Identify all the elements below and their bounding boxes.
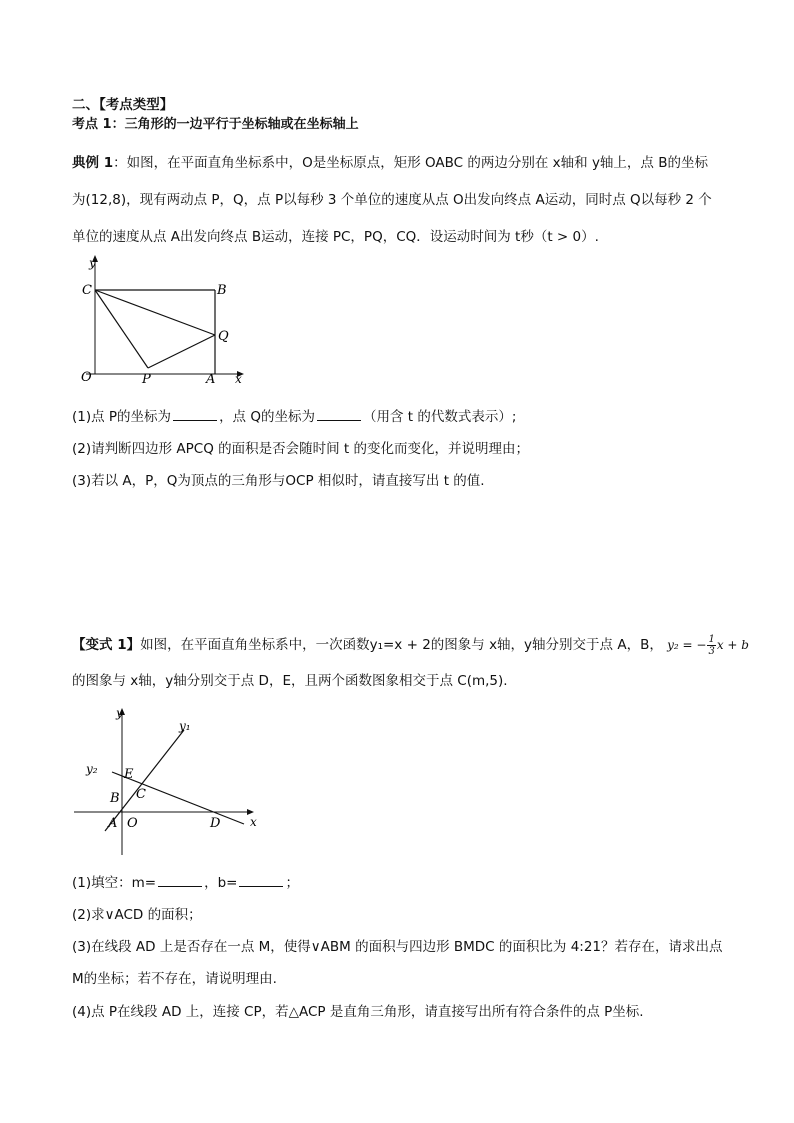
fig1-label-O: O [81, 370, 92, 385]
fig1-label-x: x [235, 372, 242, 386]
example1-line3: 单位的速度从点 A出发向终点 B运动，连接 PC，PQ，CQ．设运动时间为 t秒（t > 0）. [72, 229, 599, 245]
topic-heading: 考点 1：三角形的一边平行于坐标轴或在坐标轴上 [72, 117, 359, 132]
variant1-q4: (4)点 P在线段 AD 上，连接 CP，若△ACP 是直角三角形，请直接写出所有符合条件的点 P坐标. [72, 1004, 644, 1020]
example1-q2: (2)请判断四边形 APCQ 的面积是否会随时间 t 的变化而变化，并说明理由； [72, 441, 530, 457]
fig2-label-C: C [136, 787, 146, 802]
variant1-q3-line2: M的坐标；若不存在，请说明理由. [72, 971, 277, 987]
example1-q3: (3)若以 A，P，Q为顶点的三角形与OCP 相似时，请直接写出 t 的值. [72, 473, 485, 489]
example1-line1 [72, 154, 708, 172]
fig2-label-D: D [210, 816, 221, 831]
figure2-linear-functions-diagram [72, 700, 272, 860]
variant1-line1: 【变式 1】如图，在平面直角坐标系中，一次函数y₁=x + 2的图象与 x轴，y轴分别交于点 A，B， y₂ = − $\frac{1}{3}$ x + b [72, 634, 749, 657]
fig2-label-y: y [116, 706, 123, 720]
fig2-label-x: x [250, 815, 257, 829]
answer-blank [239, 874, 283, 887]
fig2-label-E: E [124, 767, 134, 782]
variant1-line2: 的图象与 x轴，y轴分别交于点 D，E，且两个函数图象相交于点 C(m,5). [72, 673, 508, 689]
fig1-label-y: y [89, 256, 96, 270]
fig2-label-O: O [127, 816, 138, 831]
example1-label: 典例 1 [72, 155, 114, 171]
answer-blank [158, 874, 202, 887]
fig1-label-A: A [206, 372, 216, 387]
figure1-rectangle-diagram [72, 252, 262, 392]
variant1-q1: (1)填空：m= ，b= ； [72, 875, 299, 891]
example1-q1: (1)点 P的坐标为 ，点 Q的坐标为 （用含 t 的代数式表示）; [72, 409, 517, 425]
answer-blank [173, 408, 217, 421]
fig1-label-B: B [217, 283, 227, 298]
fig1-label-C: C [82, 283, 92, 298]
variant1-y2-equation: y₂ = − $\frac{1}{3}$ x + b [667, 634, 749, 657]
variant1-q3-line1: (3)在线段 AD 上是否存在一点 M，使得∨ABM 的面积与四边形 BMDC 的面积比为 4:21？若存在，请求出点 [72, 939, 723, 955]
example1-line2: 为(12,8)，现有两动点 P，Q，点 P以每秒 3 个单位的速度从点 O出发向终点 A运动，同时点 Q以每秒 2 个 [72, 192, 712, 208]
fig1-label-P: P [142, 372, 151, 387]
fig1-label-Q: Q [218, 329, 229, 344]
fig2-label-A: A [108, 816, 118, 831]
fig2-label-y1: y₁ [179, 719, 191, 733]
fig2-label-y2: y₂ [86, 762, 98, 776]
variant1-q2: (2)求∨ACD 的面积； [72, 907, 202, 923]
fig2-label-B: B [110, 791, 120, 806]
example1-text1: ：如图，在平面直角坐标系中，O是坐标原点，矩形 OABC 的两边分别在 x轴和 y轴上，点 B的坐标 [113, 155, 708, 171]
variant1-label: 【变式 1】 [72, 637, 141, 653]
section-header: 二、【考点类型】 [72, 97, 174, 113]
answer-blank [317, 408, 361, 421]
